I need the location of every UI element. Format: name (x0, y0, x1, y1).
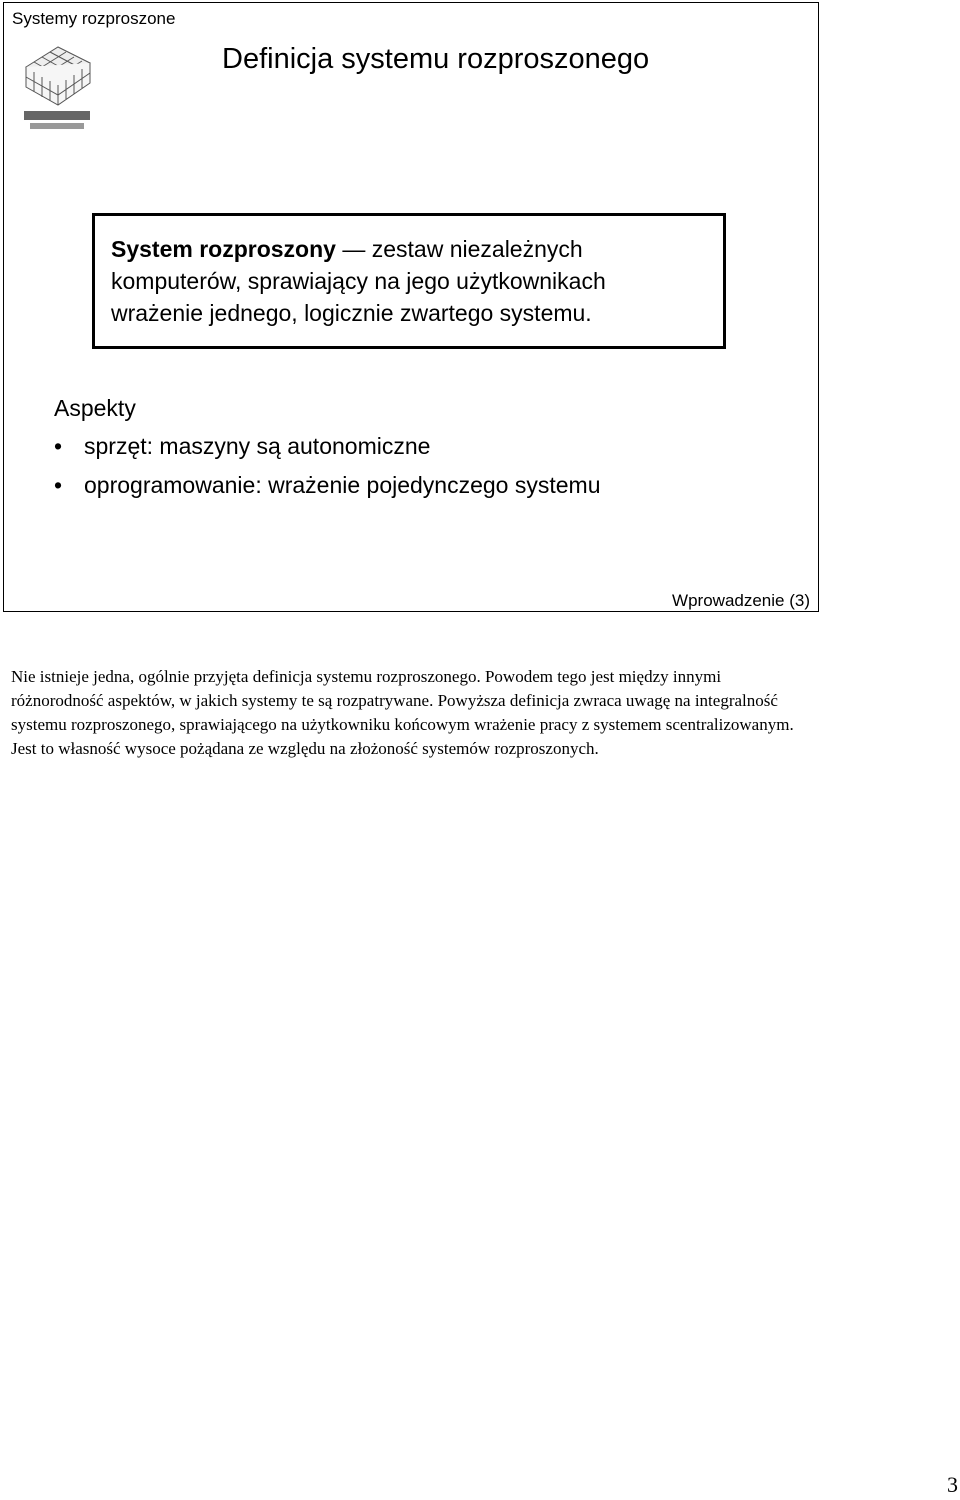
definition-box (92, 213, 726, 349)
slide-footer: Wprowadzenie (3) (672, 591, 810, 610)
list-item (54, 433, 601, 472)
definition-dash: — (342, 236, 366, 262)
aspects-list (54, 433, 601, 511)
definition-line-1 (111, 233, 707, 265)
definition-text-1: zestaw niezależnych (371, 236, 583, 262)
aspects-heading: Aspekty (54, 395, 136, 421)
bullet-icon: • (54, 433, 63, 459)
course-title: Systemy rozproszone (12, 9, 176, 28)
slide (3, 2, 819, 612)
bullet-text: oprogramowanie: wrażenie pojedynczego systemu (84, 472, 601, 498)
slide-title: Definicja systemu rozproszonego (222, 43, 650, 75)
definition-line-3: wrażenie jednego, logicznie zwartego systemu. (111, 300, 592, 326)
definition-line-2: komputerów, sprawiający na jego użytkownikach (111, 268, 606, 294)
university-logo (18, 39, 96, 135)
page-number: 3 (947, 1472, 958, 1497)
definition-term: System rozproszony (111, 236, 336, 262)
lecture-notes: Nie istnieje jedna, ogólnie przyjęta definicja systemu rozproszonego. Powodem tego jest między innymi różnorodność aspektów, w jakich systemy te są rozpatrywane. Powyższa definicja zwraca uwagę na integralność systemu rozproszonego, sprawiającego na użytkowniku końcowym wrażenie pracy z systemem scentralizowanym. Jest to własność wysoce pożądana ze względu na złożoność systemów rozproszonych. (11, 667, 794, 758)
bullet-text: sprzęt: maszyny są autonomiczne (84, 433, 431, 459)
list-item (54, 472, 601, 511)
bullet-icon: • (54, 472, 63, 498)
